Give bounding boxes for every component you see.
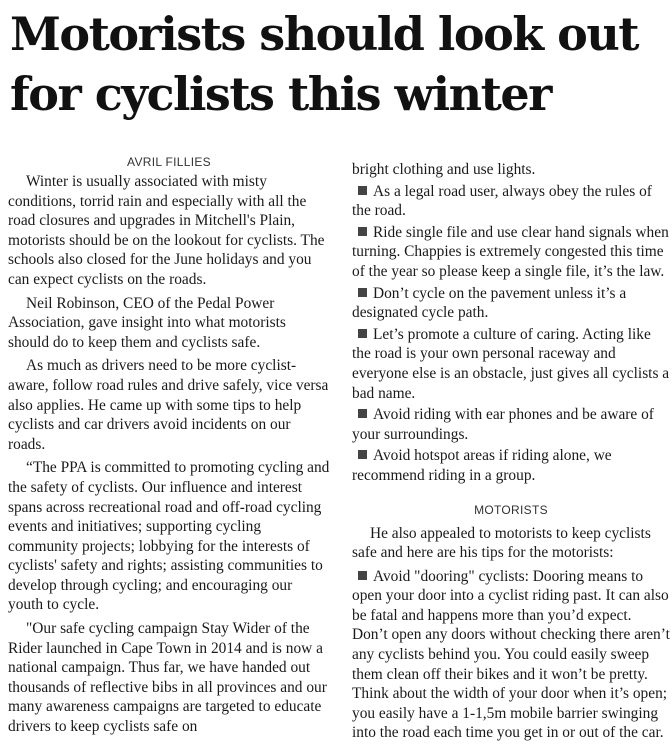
cyclist-tip-text: As a legal road user, always obey the rules of the road. [352, 182, 652, 220]
motorist-tip [352, 567, 670, 743]
cyclist-tip-text: Avoid riding with ear phones and be aware of your surroundings. [352, 406, 654, 443]
left-column [8, 152, 330, 741]
cyclist-tip [352, 405, 670, 444]
bullet-square-icon [358, 329, 367, 338]
byline: AVRIL FILLIES [127, 155, 211, 169]
paragraph: Neil Robinson, CEO of the Pedal Power Association, gave insight into what motorists should do to keep them and cyclists safe. [8, 294, 286, 351]
cyclist-tip [352, 446, 670, 485]
cyclist-tip-text: Ride single file and use clear hand signals when turning. Chappies is extremely congested this time of the year so please keep a single file, it’s the law. [352, 223, 669, 280]
cyclist-tip [352, 325, 670, 403]
cyclist-tip-text: Let’s promote a culture of caring. Acting like the road is your own personal raceway and everyone else is an obstacle, just gives all cyclists a bad name. [352, 325, 670, 402]
bullet-square-icon [358, 186, 367, 195]
paragraph: “The PPA is committed to promoting cycling and the safety of cyclists. Our influence and interest spans across recreational road and off-road cycling events and initiatives; supporting cycling community projects; lobbying for the interests of cyclists' safety and rights; assisting communities to develop through cycling; and encouraging our youth to cycle. [8, 459, 330, 614]
headline-line-1: Motorists should look out [10, 7, 639, 61]
motorists-intro: He also appealed to motorists to keep cyclists safe and here are his tips for the motorists: [352, 524, 651, 562]
bullet-square-icon [358, 571, 367, 580]
headline-line-2: for cyclists this winter [10, 67, 551, 121]
cyclist-tip [352, 182, 670, 221]
cyclist-tip-text: Avoid hotspot areas if riding alone, we recommend riding in a group. [352, 447, 612, 484]
bullet-square-icon [358, 288, 367, 297]
continuation-text: bright clothing and use lights. [352, 161, 536, 178]
section-heading-motorists: MOTORISTS [474, 502, 548, 517]
paragraph: Winter is usually associated with misty conditions, torrid rain and especially with all the road closures and upgrades in Mitchell's Plain, motorists should be on the lookout for cyclists. The schools also closed for the June holidays and you can expect cyclists on the roads. [8, 173, 325, 288]
paragraph: "Our safe cycling campaign Stay Wider of the Rider launched in Cape Town in 2014 and is now a national campaign. Thus far, we have handed out thousands of reflective bibs in all provinces and our many awareness campaigns are targeted to educate drivers to keep cyclists safe on [8, 620, 327, 736]
right-column [352, 160, 670, 745]
cyclist-tip [352, 284, 670, 323]
cyclist-tip [352, 223, 670, 282]
bullet-square-icon [358, 450, 367, 459]
paragraph: As much as drivers need to be more cyclist-aware, follow road rules and drive safely, vice versa also applies. He came up with some tips to help cyclists and car drivers avoid incidents on our roads. [8, 357, 329, 453]
bullet-square-icon [358, 409, 367, 418]
cyclist-tip-text: Don’t cycle on the pavement unless it’s a designated cycle path. [352, 284, 627, 322]
headline [10, 4, 670, 124]
bullet-square-icon [358, 227, 367, 236]
motorist-tip-text: Avoid "dooring" cyclists: Dooring means to open your door into a cyclist riding past. It can also be fatal and happens more than you’d expect. Don’t open any doors without checking there aren’t any cyclists behind you. You could easily sweep them clean off their bikes and it won’t be pretty. Think about the width of your door when it’s open; you easily have a 1-1,5m mobile barrier swinging into the road each time you get in or out of the car. [352, 567, 670, 742]
